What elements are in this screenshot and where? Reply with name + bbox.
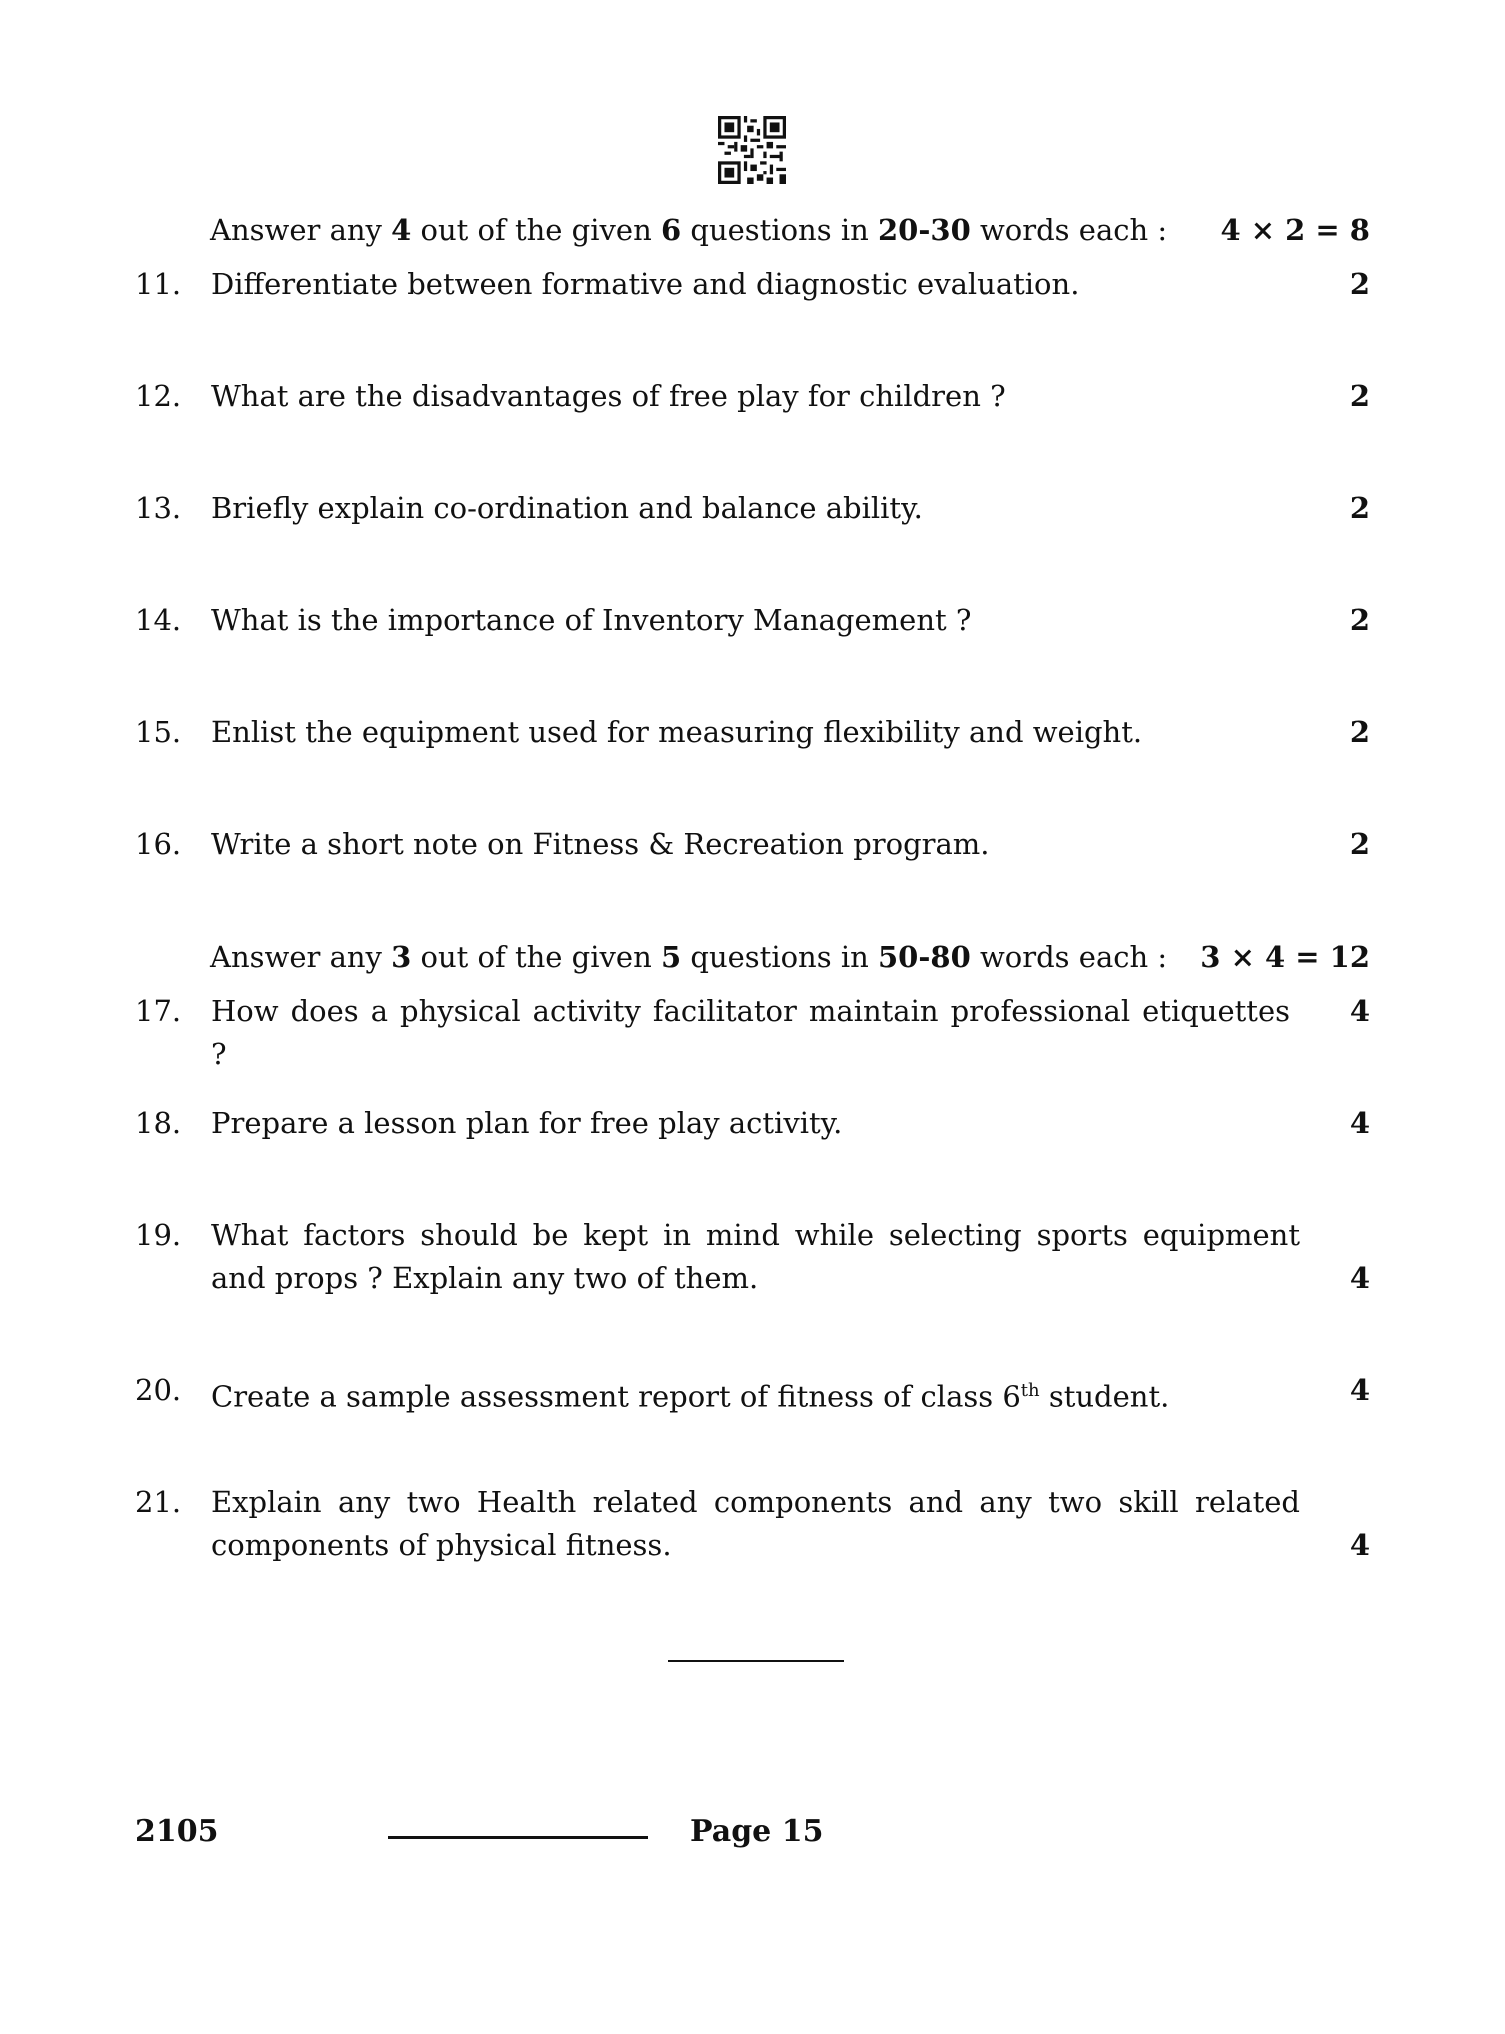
question-marks: 2 [1349,379,1370,413]
question-marks: 2 [1349,491,1370,525]
section-b-instruction [210,939,1370,975]
question-text: Write a short note on Fitness & Recreation program. [211,827,990,861]
question-text: Prepare a lesson plan for free play activity. [211,1106,843,1140]
question-number: 11. [135,267,182,301]
question-marks: 4 [1349,994,1370,1028]
question-marks: 4 [1349,1261,1370,1295]
qr-code [718,115,786,185]
section-a-marks-formula: 4 × 2 = 8 [1220,213,1370,247]
question-text: What is the importance of Inventory Management ? [211,603,972,637]
question-number: 17. [135,994,182,1028]
section-end-divider [668,1660,844,1662]
question-number: 13. [135,491,182,525]
question-marks: 2 [1349,827,1370,861]
question-number: 21. [135,1485,182,1519]
question-marks: 4 [1349,1106,1370,1140]
question-text: What factors should be kept in mind while selecting sports equipment and props ? Explain any two of them. [211,1218,1300,1295]
question-number: 19. [135,1218,182,1252]
question-marks: 4 [1349,1528,1370,1562]
footer-divider [388,1836,648,1839]
question-text: Enlist the equipment used for measuring flexibility and weight. [211,715,1143,749]
question-number: 20. [135,1373,182,1407]
section-a-instruction-text: Answer any 4 out of the given 6 questions in 20-30 words each : [210,213,1168,247]
question-marks: 4 [1349,1373,1370,1407]
question-text: What are the disadvantages of free play for children ? [211,379,1006,413]
question-marks: 2 [1349,603,1370,637]
question-number: 14. [135,603,182,637]
question-marks: 2 [1349,267,1370,301]
question-text: How does a physical activity facilitator maintain professional etiquettes ? [211,994,1290,1071]
question-number: 18. [135,1106,182,1140]
question-text: Explain any two Health related components and any two skill related components of physical fitness. [211,1485,1300,1562]
question-text: Briefly explain co-ordination and balance ability. [211,491,923,525]
question-number: 12. [135,379,182,413]
question-marks: 2 [1349,715,1370,749]
section-b-marks-formula: 3 × 4 = 12 [1200,940,1370,974]
question-number: 15. [135,715,182,749]
section-b-instruction-text: Answer any 3 out of the given 5 questions in 50-80 words each : [210,940,1168,974]
paper-code: 2105 [135,1814,219,1849]
page-number: Page 15 [690,1814,824,1849]
question-text: Differentiate between formative and diagnostic evaluation. [211,267,1080,301]
section-a-instruction [210,212,1370,248]
question-number: 16. [135,827,182,861]
question-text: Create a sample assessment report of fitness of class 6th student. [211,1379,1170,1414]
